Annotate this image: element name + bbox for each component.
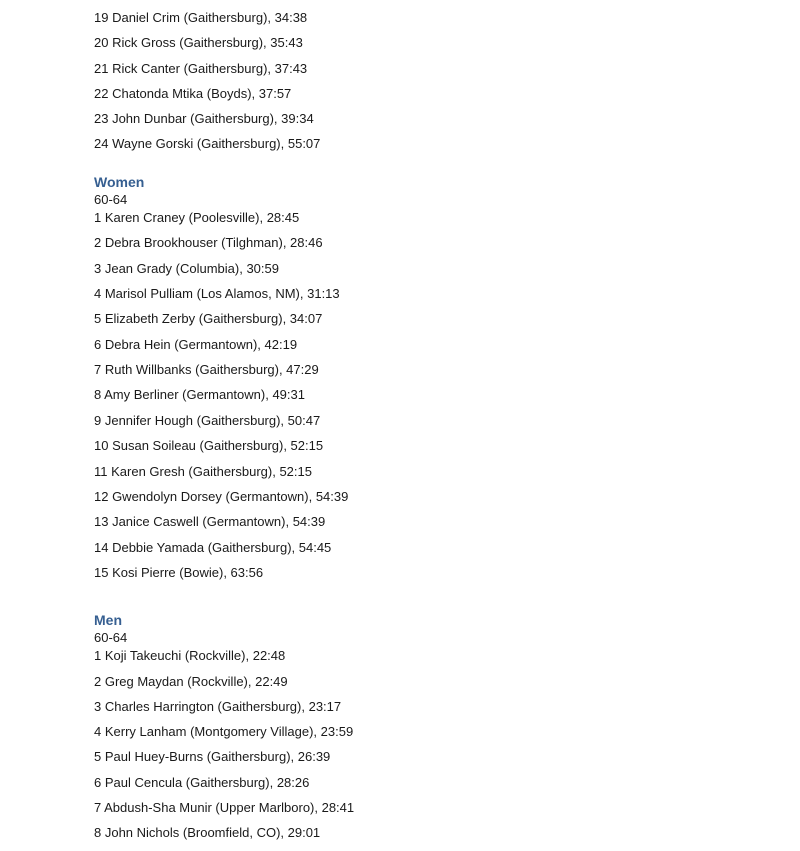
result-entry: 12 Gwendolyn Dorsey (Germantown), 54:39 <box>94 489 349 504</box>
result-entry: 14 Debbie Yamada (Gaithersburg), 54:45 <box>94 540 332 555</box>
result-entry: 6 Debra Hein (Germantown), 42:19 <box>94 337 298 352</box>
result-entry: 19 Daniel Crim (Gaithersburg), 34:38 <box>94 10 308 25</box>
result-entry: 6 Paul Cencula (Gaithersburg), 28:26 <box>94 775 310 790</box>
result-entry: 1 Koji Takeuchi (Rockville), 22:48 <box>94 648 286 663</box>
result-entry: 3 Jean Grady (Columbia), 30:59 <box>94 261 279 276</box>
men-age-group: 60-64 <box>94 630 128 645</box>
women-heading: Women <box>94 174 145 190</box>
result-entry: 11 Karen Gresh (Gaithersburg), 52:15 <box>94 464 312 479</box>
result-entry: 4 Marisol Pulliam (Los Alamos, NM), 31:13 <box>94 286 340 301</box>
result-entry: 13 Janice Caswell (Germantown), 54:39 <box>94 514 326 529</box>
result-entry: 9 Jennifer Hough (Gaithersburg), 50:47 <box>94 413 321 428</box>
result-entry: 8 Amy Berliner (Germantown), 49:31 <box>94 387 305 402</box>
women-age-group: 60-64 <box>94 192 128 207</box>
result-entry: 2 Greg Maydan (Rockville), 22:49 <box>94 674 288 689</box>
result-entry: 5 Paul Huey-Burns (Gaithersburg), 26:39 <box>94 749 331 764</box>
result-entry: 8 John Nichols (Broomfield, CO), 29:01 <box>94 825 321 840</box>
result-entry: 5 Elizabeth Zerby (Gaithersburg), 34:07 <box>94 311 323 326</box>
men-heading: Men <box>94 612 122 628</box>
result-entry: 23 John Dunbar (Gaithersburg), 39:34 <box>94 111 314 126</box>
result-entry: 15 Kosi Pierre (Bowie), 63:56 <box>94 565 264 580</box>
result-entry: 7 Abdush-Sha Munir (Upper Marlboro), 28:41 <box>94 800 355 815</box>
result-entry: 4 Kerry Lanham (Montgomery Village), 23:59 <box>94 724 354 739</box>
result-entry: 20 Rick Gross (Gaithersburg), 35:43 <box>94 35 303 50</box>
result-entry: 1 Karen Craney (Poolesville), 28:45 <box>94 210 300 225</box>
result-entry: 22 Chatonda Mtika (Boyds), 37:57 <box>94 86 292 101</box>
result-entry: 10 Susan Soileau (Gaithersburg), 52:15 <box>94 438 324 453</box>
result-entry: 24 Wayne Gorski (Gaithersburg), 55:07 <box>94 136 321 151</box>
result-entry: 21 Rick Canter (Gaithersburg), 37:43 <box>94 61 308 76</box>
result-entry: 2 Debra Brookhouser (Tilghman), 28:46 <box>94 235 323 250</box>
result-entry: 7 Ruth Willbanks (Gaithersburg), 47:29 <box>94 362 319 377</box>
result-entry: 3 Charles Harrington (Gaithersburg), 23:17 <box>94 699 342 714</box>
